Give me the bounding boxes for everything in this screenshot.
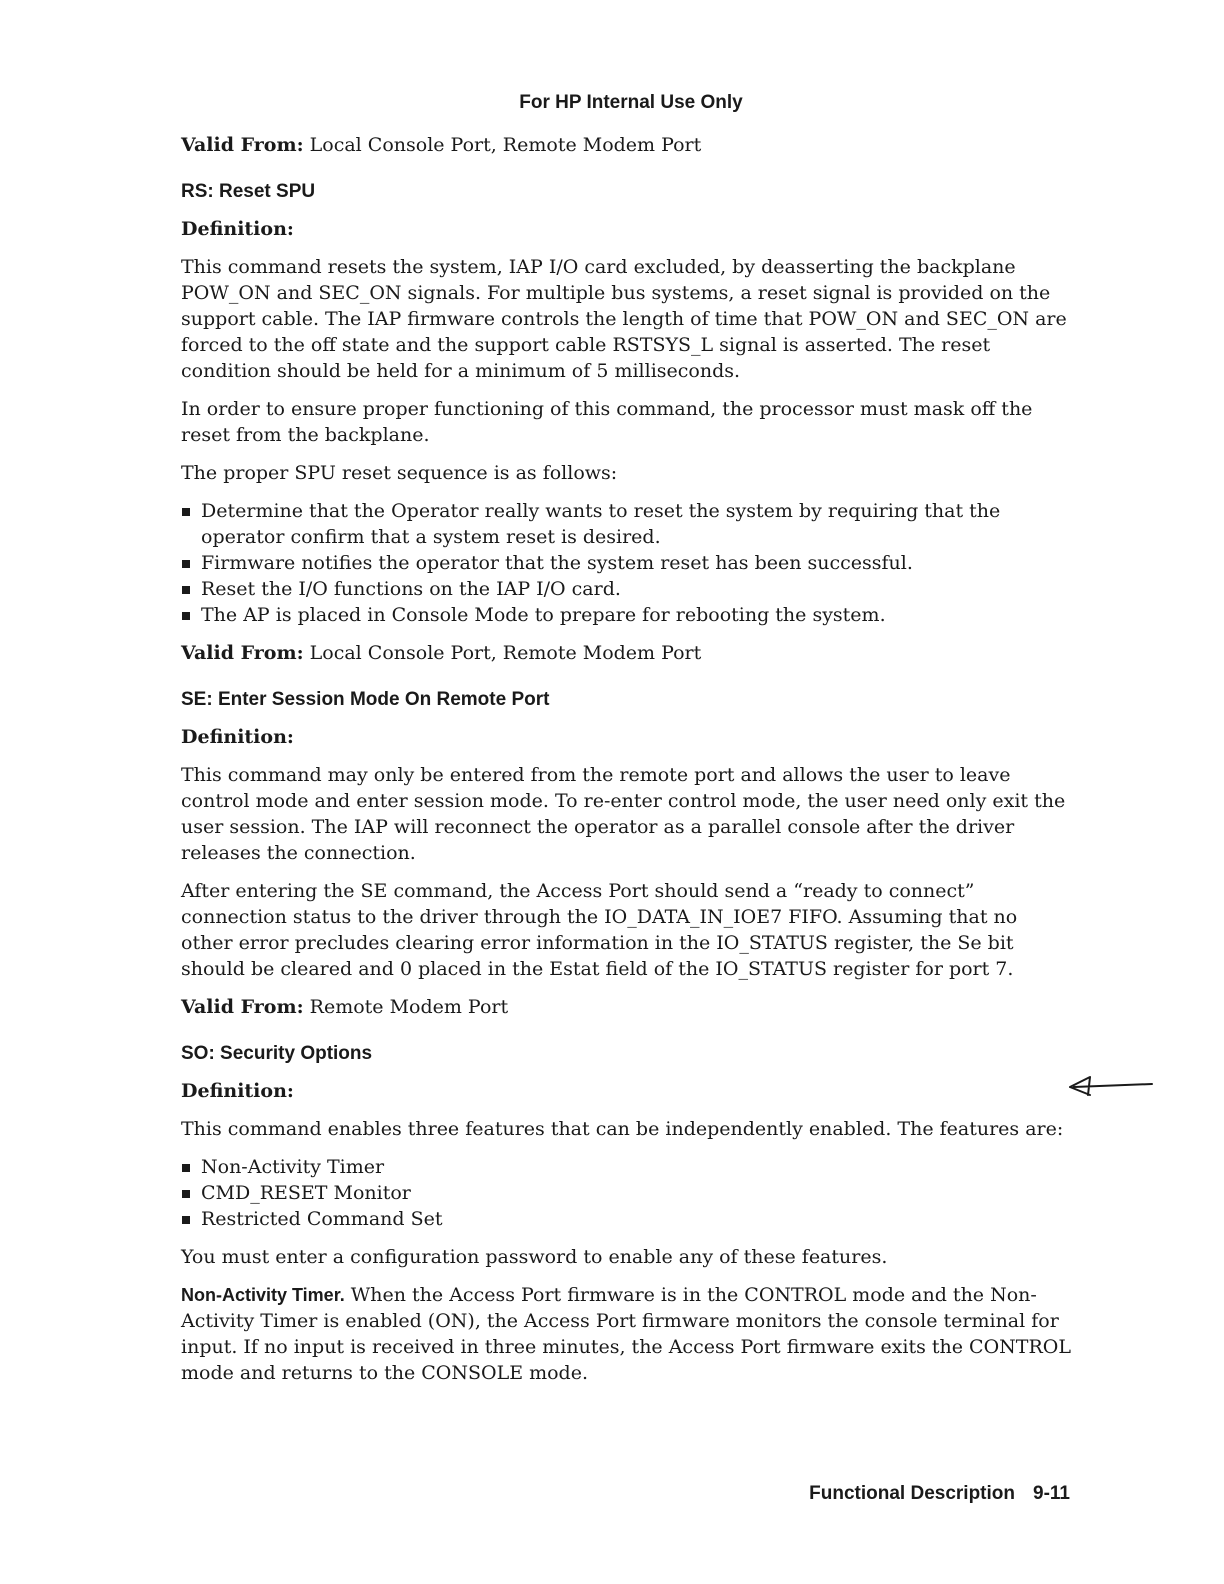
- valid-from-label: Valid From:: [181, 996, 304, 1018]
- list-item: Firmware notifies the operator that the system reset has been successful.: [181, 550, 1071, 576]
- page-footer: [700, 1483, 1070, 1505]
- se-paragraph-2: After entering the SE command, the Access Port should send a “ready to connect” connection status to the driver through the IO_DATA_IN_IOE7 FIFO. Assuming that no other error precludes clearing error information in the IO_STATUS register, the Se bit should be cleared and 0 placed in the Estat field of the IO_STATUS register for port 7.: [181, 880, 1018, 980]
- rs-valid-from: [181, 640, 1071, 666]
- non-activity-timer-label: Non-Activity Timer.: [181, 1285, 345, 1305]
- list-item: Restricted Command Set: [181, 1206, 1071, 1232]
- valid-from-value: Local Console Port, Remote Modem Port: [309, 642, 702, 664]
- rs-paragraph-1: This command resets the system, IAP I/O card excluded, by deasserting the backplane POW_ON and SEC_ON signals. For multiple bus systems, a reset signal is provided on the support cable. The IAP firmware controls the length of time that POW_ON and SEC_ON are forced to the off state and the support cable RSTSYS_L signal is asserted. The reset condition should be held for a minimum of 5 milliseconds.: [181, 256, 1067, 382]
- list-item: Determine that the Operator really wants to reset the system by requiring that the operator confirm that a system reset is desired.: [181, 498, 1071, 550]
- footer-section-title: Functional Description: [809, 1483, 1016, 1504]
- non-activity-timer-text: When the Access Port firmware is in the CONTROL mode and the Non-Activity Timer is enabled (ON), the Access Port firmware monitors the console terminal for input. If no input is received in three minutes, the Access Port firmware exits the CONTROL mode and returns to the CONSOLE mode.: [181, 1284, 1071, 1384]
- rs-bullet-list: [181, 498, 1071, 628]
- so-bullet-list: [181, 1154, 1071, 1232]
- valid-from-label: Valid From:: [181, 642, 304, 664]
- page-number: 9-11: [1033, 1483, 1070, 1504]
- list-item: CMD_RESET Monitor: [181, 1180, 1071, 1206]
- document-page: [181, 92, 1071, 1398]
- se-definition-label: Definition:: [181, 726, 294, 748]
- non-activity-timer-paragraph: [181, 1282, 1071, 1386]
- list-item: Reset the I/O functions on the IAP I/O card.: [181, 576, 1071, 602]
- so-heading: SO: Security Options: [181, 1043, 373, 1064]
- valid-from-value: Local Console Port, Remote Modem Port: [309, 134, 702, 156]
- list-item: The AP is placed in Console Mode to prepare for rebooting the system.: [181, 602, 1071, 628]
- so-paragraph-1: This command enables three features that can be independently enabled. The features are:: [181, 1118, 1064, 1140]
- rs-paragraph-3: The proper SPU reset sequence is as follows:: [181, 462, 618, 484]
- internal-use-banner: For HP Internal Use Only: [519, 92, 743, 113]
- change-bar-arrow-icon: [1068, 1073, 1154, 1101]
- so-definition-label: Definition:: [181, 1080, 294, 1102]
- list-item: Non-Activity Timer: [181, 1154, 1071, 1180]
- valid-from-value: Remote Modem Port: [309, 996, 509, 1018]
- rs-heading: RS: Reset SPU: [181, 181, 316, 202]
- rs-definition-label: Definition:: [181, 218, 294, 240]
- se-paragraph-1: This command may only be entered from the remote port and allows the user to leave control mode and enter session mode. To re-enter control mode, the user need only exit the user session. The IAP will reconnect the operator as a parallel console after the driver releases the connection.: [181, 764, 1066, 864]
- valid-from-label: Valid From:: [181, 134, 304, 156]
- top-valid-from: [181, 132, 1071, 158]
- se-heading: SE: Enter Session Mode On Remote Port: [181, 689, 550, 710]
- rs-paragraph-2: In order to ensure proper functioning of this command, the processor must mask off the reset from the backplane.: [181, 398, 1033, 446]
- se-valid-from: [181, 994, 1071, 1020]
- so-paragraph-2: You must enter a configuration password to enable any of these features.: [181, 1246, 888, 1268]
